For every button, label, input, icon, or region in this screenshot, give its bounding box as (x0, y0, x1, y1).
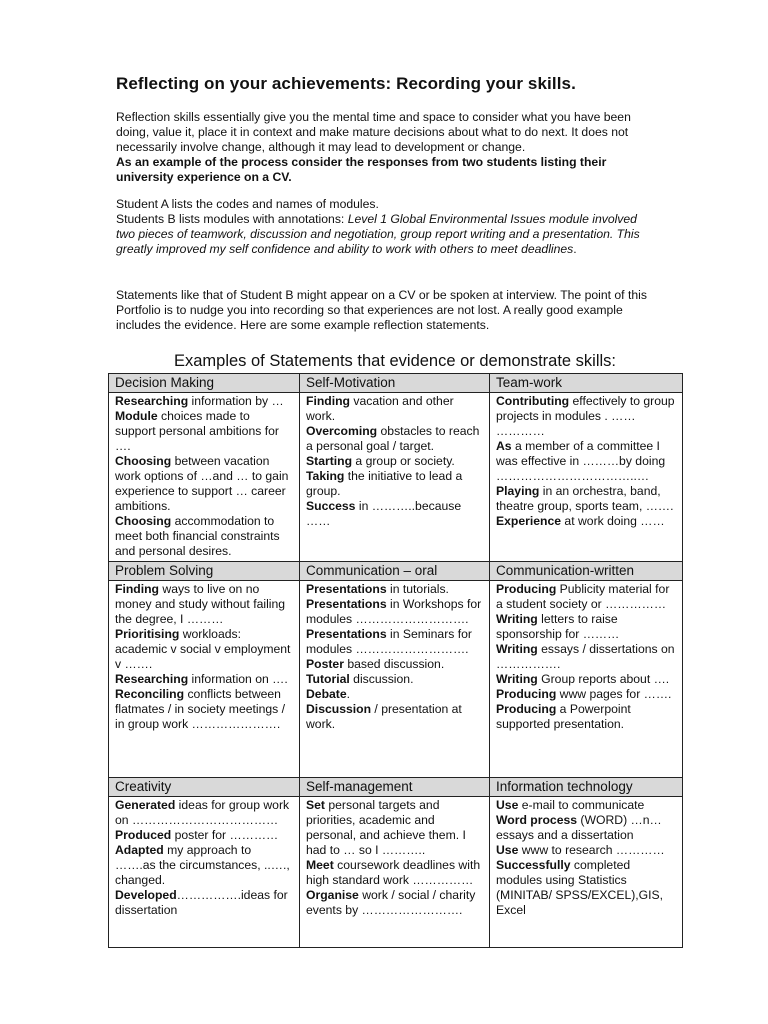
example-statement (115, 687, 293, 732)
statement-verb: Debate (306, 687, 347, 701)
example-statement (496, 642, 676, 672)
statement-text: www pages for ……. (556, 687, 672, 701)
statement-verb: Generated (115, 798, 176, 812)
statement-verb: Producing (496, 687, 557, 701)
statement-verb: Module (115, 409, 158, 423)
example-statement (115, 409, 293, 454)
statement-text: Publicity material for a student society or …………… (496, 582, 670, 611)
example-statement (496, 843, 676, 858)
example-statement (115, 514, 293, 559)
statement-text: at work doing …… (561, 514, 665, 528)
statement-verb: Success (306, 499, 356, 513)
example-statement (496, 813, 676, 843)
statement-text: ways to live on no money and study without failing the degree, I ……… (115, 582, 286, 626)
statement-verb: Organise (306, 888, 359, 902)
skill-examples-cell (490, 393, 683, 562)
statement-text: information by … (188, 394, 284, 408)
skill-category-header: Information technology (490, 778, 683, 797)
statements-paragraph: Statements like that of Student B might appear on a CV or be spoken at interview. The point of this Portfolio is to nudge you into recording so that experiences are not lost. A really good example includes the evidence. Here are some example reflection statements. (116, 288, 647, 332)
statement-text: the initiative to lead a group. (306, 469, 463, 498)
example-statement (496, 582, 676, 612)
statement-text: information on …. (188, 672, 288, 686)
statement-text: conflicts between flatmates / in society meetings / in group work …………………. (115, 687, 286, 731)
example-statement (496, 687, 676, 702)
statement-verb: Finding (306, 394, 350, 408)
example-statement (306, 582, 483, 597)
statement-verb: Use (496, 798, 519, 812)
example-statement (306, 657, 483, 672)
example-statement (306, 702, 483, 732)
example-statement (306, 469, 483, 499)
statement-text: letters to raise sponsorship for ……… (496, 612, 620, 641)
statement-text: Group reports about …. (537, 672, 670, 686)
statement-verb: Contributing (496, 394, 570, 408)
statement-verb: Starting (306, 454, 353, 468)
statement-text: in tutorials. (386, 582, 449, 596)
page-title: Reflecting on your achievements: Recording your skills. (116, 74, 576, 93)
example-statement (306, 858, 483, 888)
statement-text: e-mail to communicate (518, 798, 645, 812)
statement-text: in Seminars for modules ………………………. (306, 627, 472, 656)
student-a-text: Student A lists the codes and names of modules. (116, 197, 379, 211)
skill-category-header: Team-work (490, 374, 683, 393)
example-statement (306, 627, 483, 657)
table-header-row (109, 778, 683, 797)
example-statement (115, 627, 293, 672)
example-statement (306, 672, 483, 687)
statement-text: effectively to group projects in modules . …… ………… (496, 394, 675, 438)
statement-text: www to research ………… (518, 843, 665, 857)
statement-verb: Tutorial (306, 672, 350, 686)
table-header-row (109, 562, 683, 581)
statement-text: vacation and other work. (306, 394, 454, 423)
skill-examples-cell (109, 797, 300, 948)
skill-category-header: Communication – oral (300, 562, 490, 581)
example-statement (306, 798, 483, 858)
skill-category-header: Problem Solving (109, 562, 300, 581)
example-statement (496, 439, 676, 484)
example-statement (496, 612, 676, 642)
intro-bold-text: As an example of the process consider the responses from two students listing their university experience on a CV. (116, 155, 607, 184)
skills-table (108, 373, 683, 948)
statement-text: my approach to …….as the circumstances, ..…., changed. (115, 843, 290, 887)
table-title: Examples of Statements that evidence or demonstrate skills: (173, 352, 617, 370)
statement-verb: Adapted (115, 843, 164, 857)
statement-text: ideas for group work on ……………………………… (115, 798, 290, 827)
statement-text: obstacles to reach a personal goal / target. (306, 424, 480, 453)
example-statement (306, 687, 483, 702)
statement-verb: Presentations (306, 597, 387, 611)
example-statement (496, 858, 676, 918)
statement-text: coursework deadlines with high standard work …………… (306, 858, 481, 887)
table-row (109, 581, 683, 778)
example-statement (115, 582, 293, 627)
intro-text: Reflection skills essentially give you the mental time and space to consider what you have been doing, value it, place it in context and make mature decisions about what to do next. It does not necessarily involve change, although it may lead to development or change. (116, 110, 631, 154)
statement-text: poster for ………… (171, 828, 279, 842)
statement-verb: Researching (115, 672, 189, 686)
statement-text: work / social / charity events by ……………………. (306, 888, 476, 917)
statement-text: / presentation at work. (306, 702, 462, 731)
skill-category-header: Communication-written (490, 562, 683, 581)
skill-category-header: Self-management (300, 778, 490, 797)
example-statement (115, 828, 293, 843)
statement-verb: Finding (115, 582, 159, 596)
example-statement (306, 597, 483, 627)
table-header-row (109, 374, 683, 393)
statement-verb: Use (496, 843, 519, 857)
statement-text: a group or society. (352, 454, 455, 468)
example-statement (306, 394, 483, 424)
statement-verb: Writing (496, 672, 538, 686)
example-statement (115, 672, 293, 687)
statement-text: in ………..because …… (306, 499, 462, 528)
statement-verb: Presentations (306, 582, 387, 596)
statement-verb: Producing (496, 702, 557, 716)
statement-text: choices made to support personal ambitions for …. (115, 409, 279, 453)
statement-verb: Discussion (306, 702, 372, 716)
example-statement (306, 454, 483, 469)
student-b-lead: Students B lists modules with annotations: (116, 212, 348, 226)
statement-text: workloads: academic v social v employment v ……. (115, 627, 291, 671)
statement-verb: Choosing (115, 514, 172, 528)
statement-text: discussion. (349, 672, 414, 686)
statement-verb: Set (306, 798, 325, 812)
statement-text: completed modules using Statistics (MINITAB/ SPSS/EXCEL),GIS, Excel (496, 858, 664, 917)
skill-examples-cell (490, 581, 683, 778)
statement-verb: Successfully (496, 858, 571, 872)
statement-text: (WORD) …n… essays and a dissertation (496, 813, 662, 842)
example-statement (115, 798, 293, 828)
example-statement (496, 798, 676, 813)
example-statement (496, 672, 676, 687)
example-statement (115, 454, 293, 514)
skill-examples-cell (109, 393, 300, 562)
statement-verb: Word process (496, 813, 578, 827)
skill-examples-cell (300, 393, 490, 562)
statement-verb: Taking (306, 469, 345, 483)
example-statement (496, 484, 676, 514)
skill-examples-cell (300, 797, 490, 948)
statement-text: …………….ideas for dissertation (115, 888, 288, 917)
statement-text: accommodation to meet both financial constraints and personal desires. (115, 514, 280, 558)
student-b-end: . (573, 242, 577, 256)
statement-text: between vacation work options of …and … to gain experience to support … career ambitions. (115, 454, 289, 513)
intro-paragraph (116, 110, 656, 185)
example-statement (115, 394, 293, 409)
statement-verb: Overcoming (306, 424, 378, 438)
statement-verb: Produced (115, 828, 172, 842)
statement-text: a Powerpoint supported presentation. (496, 702, 631, 731)
statement-verb: Producing (496, 582, 557, 596)
statement-text: based discussion. (343, 657, 445, 671)
statement-verb: Presentations (306, 627, 387, 641)
student-b-example: Level 1 Global Environmental Issues module involved two pieces of teamwork, discussion and negotiation, group report writing and a presentation. This greatly improved my self confidence and ability to work with others to meet deadlines (116, 212, 640, 256)
example-statement (306, 888, 483, 918)
statement-text: a member of a committee I was effective in ………by doing ……………………………..… (496, 439, 666, 483)
skill-category-header: Decision Making (109, 374, 300, 393)
statement-verb: Prioritising (115, 627, 180, 641)
skill-examples-cell (300, 581, 490, 778)
skill-examples-cell (490, 797, 683, 948)
example-statement (496, 394, 676, 439)
statement-verb: Choosing (115, 454, 172, 468)
example-statement (306, 424, 483, 454)
statement-text: in Workshops for modules ………………………. (306, 597, 482, 626)
statement-verb: Meet (306, 858, 334, 872)
example-statement (496, 514, 676, 529)
statement-text: personal targets and priorities, academic and personal, and achieve them. I had to … so I ……….. (306, 798, 466, 857)
table-row (109, 797, 683, 948)
statement-verb: Reconciling (115, 687, 185, 701)
statement-verb: Poster (306, 657, 344, 671)
statement-verb: Writing (496, 612, 538, 626)
skill-category-header: Self-Motivation (300, 374, 490, 393)
example-statement (306, 499, 483, 529)
statement-verb: Writing (496, 642, 538, 656)
example-statement (115, 843, 293, 888)
statement-verb: Researching (115, 394, 189, 408)
skill-category-header: Creativity (109, 778, 300, 797)
table-row (109, 393, 683, 562)
statement-verb: Developed (115, 888, 177, 902)
statement-verb: Playing (496, 484, 540, 498)
statement-verb: As (496, 439, 512, 453)
example-statement (115, 888, 293, 918)
statement-text: essays / dissertations on ……………. (496, 642, 675, 671)
students-paragraph (116, 197, 656, 257)
skill-examples-cell (109, 581, 300, 778)
statement-verb: Experience (496, 514, 562, 528)
statement-text: in an orchestra, band, theatre group, sports team, ……. (496, 484, 674, 513)
statement-text: . (346, 687, 351, 701)
example-statement (496, 702, 676, 732)
